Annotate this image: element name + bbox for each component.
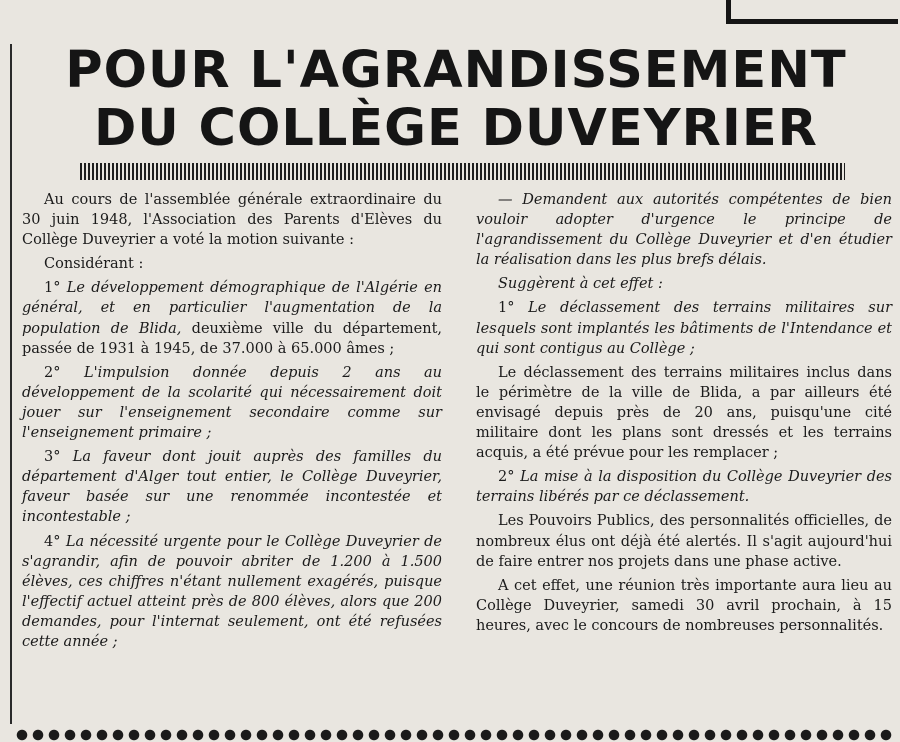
suggestion-1-emphasis: Le déclassement des terrains militaires sur lesquels sont implantés les bâtiments de l'Intendance et qui sont contigus au Collège ; xyxy=(476,300,892,357)
corner-frame xyxy=(726,0,898,24)
article-left-column xyxy=(22,190,442,656)
suggestions-heading: Suggèrent à cet effet : xyxy=(498,276,663,293)
point-1-emphasis: Le développement démographique de l'Algérie en général, et en particulier l'augmentation de la population de Blida, xyxy=(22,280,442,337)
point-2-emphasis: L'impulsion donnée depuis 2 ans au développement de la scolarité qui nécessairement doit jouer sur l'enseignement secondaire comme sur l'enseignement primaire ; xyxy=(22,364,443,442)
suggestion-1 xyxy=(476,298,892,358)
hatched-separator xyxy=(80,163,845,180)
point-2-number: 2° xyxy=(44,364,61,381)
point-1-number: 1° xyxy=(44,280,61,297)
point-4 xyxy=(22,532,442,653)
meeting-paragraph: A cet effet, une réunion très importante aura lieu au Collège Duveyrier, samedi 30 avril prochain, à 15 heures, avec le concours de nombreuses personnalités. xyxy=(476,577,892,634)
article-right-column xyxy=(476,190,892,640)
left-column-rule xyxy=(10,44,12,724)
suggestion-2 xyxy=(476,467,892,507)
point-1 xyxy=(22,278,442,358)
headline xyxy=(22,42,890,158)
point-3 xyxy=(22,447,442,527)
point-4-number: 4° xyxy=(44,533,61,550)
suggestion-2-emphasis: La mise à la disposition du Collège Duveyrier des terrains libérés par ce déclassement. xyxy=(476,469,892,506)
point-1-text: deuxième ville du département, passée de 1931 à 1945, de 37.000 à 65.000 âmes ; xyxy=(22,320,443,357)
headline-line-1: POUR L'AGRANDISSEMENT xyxy=(65,41,847,100)
demand-paragraph: — Demandent aux autorités compétentes de bien vouloir adopter d'urgence le principe de l'agrandissement du Collège Duveyrier et d'en étudier la réalisation dans les plus brefs délais. xyxy=(476,192,892,269)
point-2 xyxy=(22,363,442,443)
point-3-number: 3° xyxy=(44,449,61,466)
headline-line-2: DU COLLÈGE DUVEYRIER xyxy=(94,99,818,158)
considering-heading: Considérant : xyxy=(44,256,144,273)
dotted-border-bottom xyxy=(14,728,894,742)
declassification-paragraph: Le déclassement des terrains militaires inclus dans le périmètre de la ville de Blida, a par ailleurs été envisagé depuis près de 20 ans, puisqu'une cité militaire dont les plans sont dressés et les terrains acquis, a été prévue pour les remplacer ; xyxy=(476,364,892,462)
suggestion-1-number: 1° xyxy=(498,300,515,317)
point-4-emphasis: La nécessité urgente pour le Collège Duveyrier de s'agrandir, afin de pouvoir abriter de 1.200 à 1.500 élèves, ces chiffres n'étant nullement exagérés, puisque l'effectif actuel atteint près de 800 élèves, alors que 200 demandes, pour l'internat seulement, ont été refusées cette année ; xyxy=(22,533,443,650)
point-3-emphasis: La faveur dont jouit auprès des familles du département d'Alger tout entier, le Collège Duveyrier, faveur basée sur une renommée incontestée et incontestable ; xyxy=(22,449,443,526)
suggestion-2-number: 2° xyxy=(498,469,515,486)
public-authorities-paragraph: Les Pouvoirs Publics, des personnalités officielles, de nombreux élus ont déjà été alertés. Il s'agit aujourd'hui de faire entrer nos projets dans une phase active. xyxy=(476,513,892,570)
intro-paragraph: Au cours de l'assemblée générale extraordinaire du 30 juin 1948, l'Association des Parents d'Elèves du Collège Duveyrier a voté la motion suivante : xyxy=(22,192,442,249)
